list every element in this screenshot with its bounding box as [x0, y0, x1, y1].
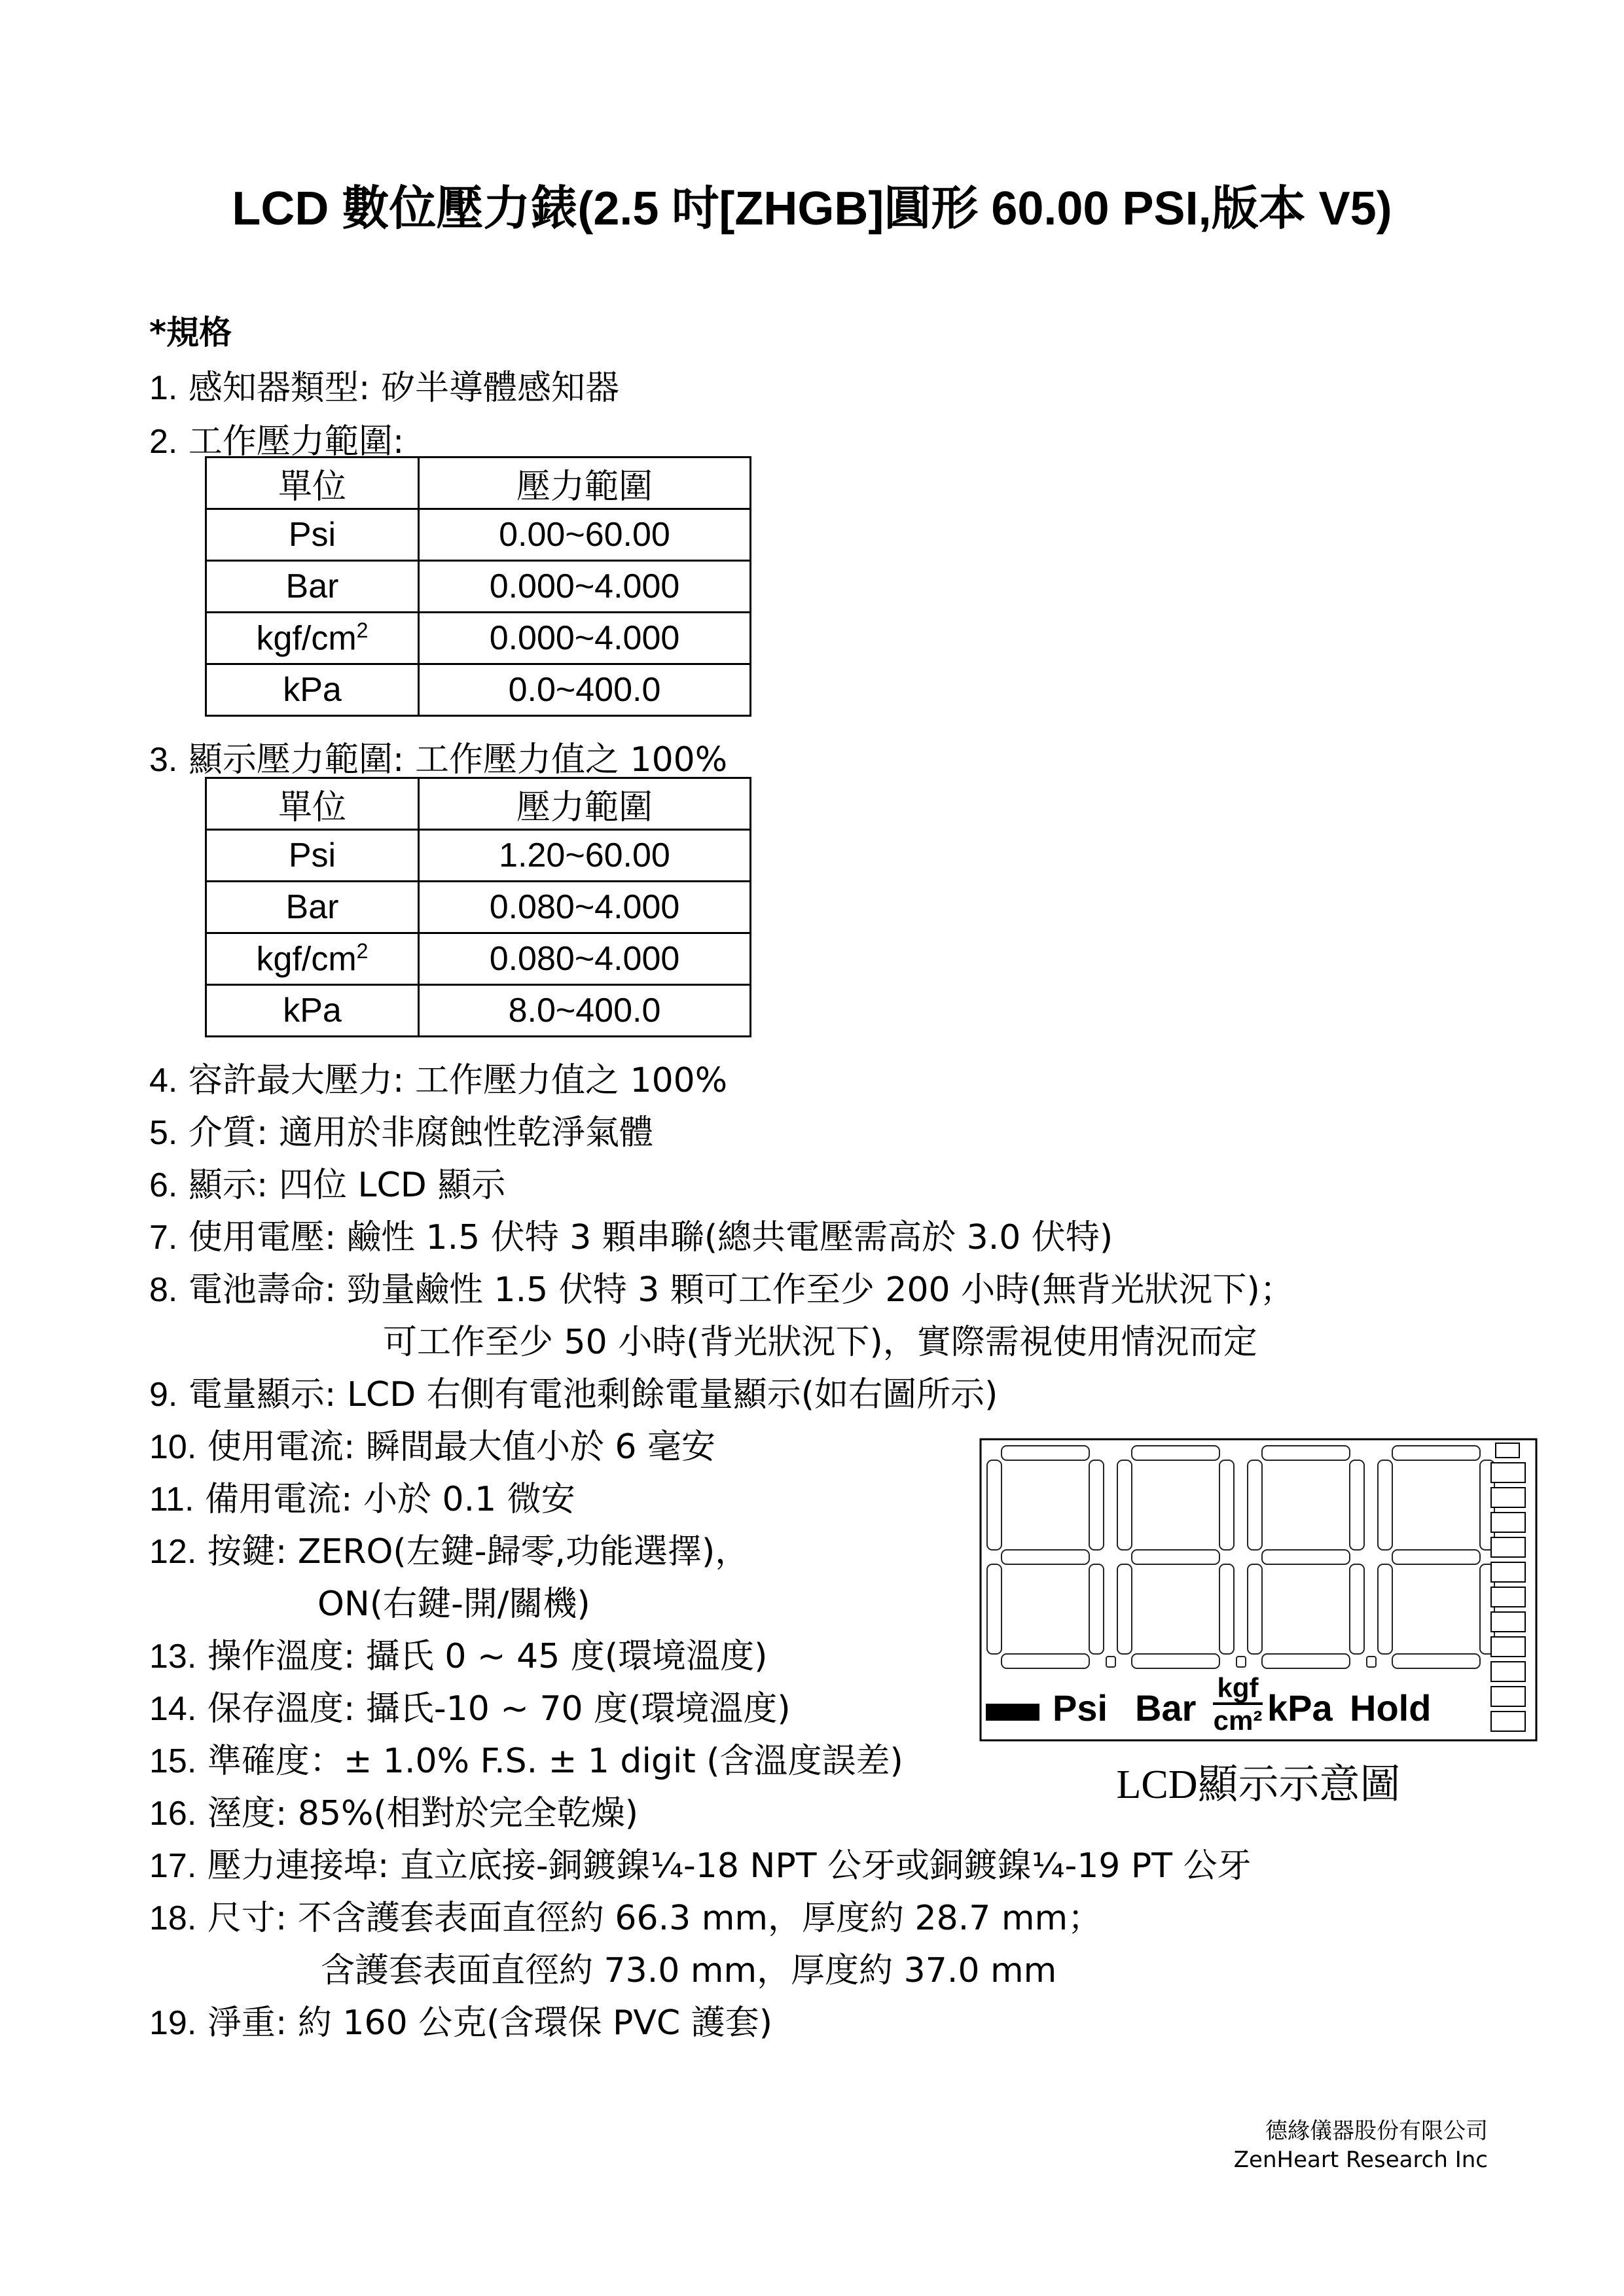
table-row: Bar 0.000~4.000 — [206, 561, 751, 613]
table-header-row: 單位 壓力範圍 — [206, 457, 751, 509]
spec-item-2: 2. 工作壓力範圍: — [149, 422, 405, 461]
lcd-segment — [1219, 1460, 1234, 1550]
spec-item-5: 5. 介質: 適用於非腐蝕性乾淨氣體 — [149, 1113, 653, 1153]
lcd-unit-psi: Psi — [1053, 1687, 1108, 1729]
display-pressure-table — [205, 777, 751, 1037]
company-name-zh: 德緣儀器股份有限公司 — [1265, 2118, 1488, 2144]
spec-item-17: 17. 壓力連接埠: 直立底接-銅鍍鎳¼-18 NPT 公牙或銅鍍鎳¼-19 PT 公牙 — [149, 1846, 1252, 1886]
table-row: kPa 0.0~400.0 — [206, 664, 751, 716]
lcd-unit-kgf: kgf — [1217, 1672, 1259, 1703]
lcd-segment — [1132, 1550, 1219, 1564]
battery-terminal — [1496, 1443, 1519, 1458]
table-row: Psi 0.00~60.00 — [206, 509, 751, 561]
spec-item-8: 8. 電池壽命: 勁量鹼性 1.5 伏特 3 顆可工作至少 200 小時(無背光狀況下)； — [149, 1270, 1294, 1310]
spec-item-13: 13. 操作溫度: 攝氏 0 ~ 45 度(環境溫度) — [149, 1637, 768, 1676]
spec-item-16: 16. 溼度: 85%(相對於完全乾燥) — [149, 1794, 639, 1833]
company-name-en: ZenHeart Research Inc — [1233, 2147, 1488, 2173]
battery-level-bar — [1491, 1662, 1525, 1681]
lcd-decimal-point — [1236, 1657, 1246, 1667]
spec-item-1: 1. 感知器類型: 矽半導體感知器 — [149, 368, 619, 408]
battery-level-bar — [1491, 1612, 1525, 1632]
spec-item-15: 15. 準確度：± 1.0% F.S. ± 1 digit (含溫度誤差) — [149, 1742, 903, 1781]
lcd-unit-bar: Bar — [1135, 1687, 1197, 1729]
lcd-unit-cm2: cm² — [1213, 1705, 1263, 1736]
working-pressure-table — [205, 456, 751, 717]
lcd-segment — [1117, 1564, 1132, 1654]
table-row: Bar 0.080~4.000 — [206, 882, 751, 933]
spec-item-4: 4. 容許最大壓力: 工作壓力值之 100% — [149, 1061, 728, 1100]
lcd-decimal-point — [1367, 1657, 1376, 1667]
spec-item-8-continued: 可工作至少 50 小時(背光狀況下)，實際需視使用情況而定 — [383, 1323, 1257, 1362]
lcd-display-diagram — [979, 1438, 1538, 1742]
lcd-segment — [1262, 1654, 1350, 1668]
spec-item-9: 9. 電量顯示: LCD 右側有電池剩餘電量顯示(如右圖所示) — [149, 1375, 998, 1414]
spec-item-14: 14. 保存溫度: 攝氏-10 ~ 70 度(環境溫度) — [149, 1689, 791, 1729]
lcd-segment — [987, 1460, 1001, 1550]
spec-item-7: 7. 使用電壓: 鹼性 1.5 伏特 3 顆串聯(總共電壓需高於 3.0 伏特) — [149, 1218, 1113, 1257]
battery-level-bar — [1491, 1587, 1525, 1607]
table-row: kPa 8.0~400.0 — [206, 985, 751, 1037]
lcd-segment — [1001, 1446, 1089, 1460]
lcd-segment — [1378, 1564, 1392, 1654]
battery-level-bar — [1491, 1637, 1525, 1657]
spec-item-18: 18. 尺寸: 不含護套表面直徑約 66.3 mm，厚度約 28.7 mm； — [149, 1899, 1102, 1938]
lcd-segment — [987, 1564, 1001, 1654]
lcd-segment — [1392, 1550, 1480, 1564]
lcd-unit-kpa: kPa — [1267, 1687, 1333, 1729]
lcd-segment — [1392, 1446, 1480, 1460]
lcd-caption: LCD顯示示意圖 — [1116, 1763, 1401, 1807]
spec-item-12-continued: ON(右鍵-開/關機) — [317, 1585, 590, 1624]
spec-item-11: 11. 備用電流: 小於 0.1 微安 — [149, 1480, 575, 1519]
battery-level-bar — [1491, 1513, 1525, 1532]
spec-item-18-continued: 含護套表面直徑約 73.0 mm，厚度約 37.0 mm — [321, 1951, 1057, 1990]
table-header-row: 單位 壓力範圍 — [206, 778, 751, 830]
battery-level-bar — [1491, 1562, 1525, 1582]
lcd-segment — [1001, 1654, 1089, 1668]
spec-item-10: 10. 使用電流: 瞬間最大值小於 6 毫安 — [149, 1427, 716, 1467]
lcd-segment — [1001, 1550, 1089, 1564]
battery-level-bar — [1491, 1712, 1525, 1731]
lcd-segment — [1089, 1564, 1104, 1654]
battery-level-bar — [1491, 1537, 1525, 1557]
spec-item-12: 12. 按鍵: ZERO(左鍵-歸零,功能選擇)， — [149, 1532, 749, 1571]
table-row: kgf/$cm^2$ 0.000~4.000 — [206, 613, 751, 664]
lcd-segment — [1132, 1654, 1219, 1668]
minus-sign-segment — [986, 1704, 1039, 1721]
lcd-segment — [1248, 1460, 1262, 1550]
battery-level-bar — [1491, 1488, 1525, 1507]
lcd-segment — [1378, 1460, 1392, 1550]
lcd-segment — [1219, 1564, 1234, 1654]
battery-level-bar — [1491, 1687, 1525, 1706]
lcd-hold: Hold — [1350, 1687, 1432, 1729]
table-row: Psi 1.20~60.00 — [206, 830, 751, 882]
lcd-decimal-point — [1106, 1657, 1115, 1667]
table-row: kgf/$cm^2$ 0.080~4.000 — [206, 933, 751, 985]
spec-item-3: 3. 顯示壓力範圍: 工作壓力值之 100% — [149, 740, 728, 780]
lcd-segment — [1262, 1446, 1350, 1460]
lcd-segment — [1117, 1460, 1132, 1550]
lcd-segment — [1350, 1564, 1364, 1654]
lcd-segment — [1089, 1460, 1104, 1550]
lcd-segment — [1262, 1550, 1350, 1564]
battery-level-bar — [1491, 1463, 1525, 1482]
spec-item-6: 6. 顯示: 四位 LCD 顯示 — [149, 1166, 506, 1205]
lcd-segment — [1350, 1460, 1364, 1550]
page-title: LCD 數位壓力錶(2.5 吋[ZHGB]圓形 60.00 PSI,版本 V5) — [232, 183, 1392, 235]
section-heading: *規格 — [149, 314, 232, 351]
lcd-segment — [1248, 1564, 1262, 1654]
lcd-segment — [1392, 1654, 1480, 1668]
spec-item-19: 19. 淨重: 約 160 公克(含環保 PVC 護套) — [149, 2003, 773, 2043]
lcd-segment — [1132, 1446, 1219, 1460]
